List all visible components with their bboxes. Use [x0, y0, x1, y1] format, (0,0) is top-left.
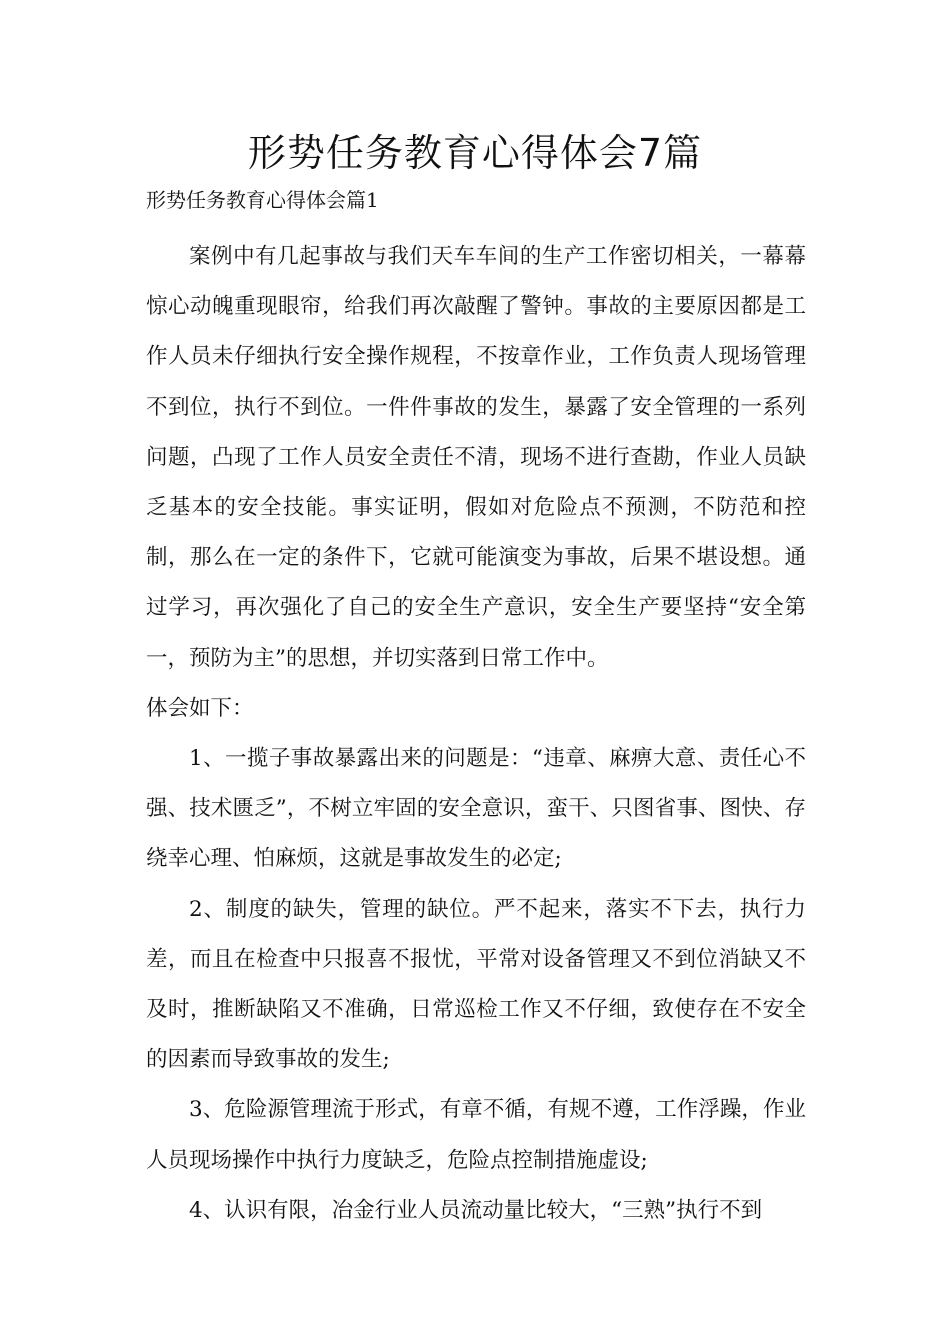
document-body [146, 232, 806, 1236]
paragraph-point-2: 2、制度的缺失，管理的缺位。严不起来，落实不下去，执行力差，而且在检查中只报喜不报忧，平常对设备管理又不到位消缺又不及时，推断缺陷又不准确，日常巡检工作又不仔细，致使存在不安全的因素而导致事故的发生; [146, 896, 806, 1073]
section-heading: 形势任务教育心得体会篇1 [146, 188, 379, 212]
paragraph-point-1: 1、一揽子事故暴露出来的问题是：“违章、麻痹大意、责任心不强、技术匮乏”，不树立牢固的安全意识，蛮干、只图省事、图快、存绕幸心理、怕麻烦，这就是事故发生的必定; [146, 746, 806, 872]
paragraph-point-3: 3、危险源管理流于形式，有章不循，有规不遵，工作浮躁，作业人员现场操作中执行力度缺乏，危险点控制措施虚设; [146, 1097, 806, 1173]
paragraph-point-4: 4、认识有限，冶金行业人员流动量比较大，“三熟”执行不到 [189, 1197, 763, 1223]
paragraph-intro: 案例中有几起事故与我们天车车间的生产工作密切相关，一幕幕惊心动魄重现眼帘，给我们再次敲醒了警钟。事故的主要原因都是工作人员未仔细执行安全操作规程，不按章作业，工作负责人现场管理不到位，执行不到位。一件件事故的发生，暴露了安全管理的一系列问题，凸现了工作人员安全责任不清，现场不进行查勘，作业人员缺乏基本的安全技能。事实证明，假如对危险点不预测，不防范和控制，那么在一定的条件下，它就可能演变为事故，后果不堪设想。通过学习，再次强化了自己的安全生产意识，安全生产要坚持“安全第一，预防为主”的思想，并切实落到日常工作中。 [146, 244, 806, 671]
document-title: 形势任务教育心得体会7篇 [247, 131, 703, 175]
paragraph-summary-lead: 体会如下： [146, 695, 254, 721]
